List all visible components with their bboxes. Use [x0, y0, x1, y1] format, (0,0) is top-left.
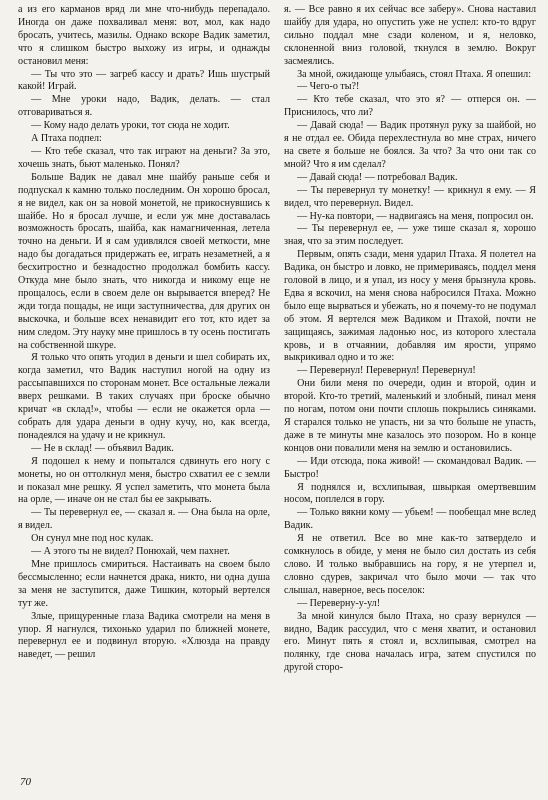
paragraph: — Ты что это — загреб кассу и драть? Ишь шустрый какой! Играй.: [18, 68, 270, 93]
paragraph: я. — Все равно я их сейчас все заберу». Снова наставил шайбу для удара, но опустить уже не успел: кто-то вдруг сильно поддал мне сзади коленом, и я, неловко, склоненной вниз головой, ткнулся в землю. Вокруг засмеялись.: [284, 4, 536, 67]
paragraph: — Ты перевернул ту монетку! — крикнул я ему. — Я видел, что перевернул. Видел.: [284, 184, 536, 209]
paragraph: Больше Вадик не давал мне шайбу раньше себя и подпускал к камню только последним. Он хорошо бросал, я не видел, как он за новой монетой, не прикоснувшись к шайбе. Но я бросал лучше, и если уж мне доставалась возможность бросать, шайба, как намагниченная, летела точно на деньги. И я сам удивлялся своей меткости, мне надо бы догадаться придержать ее, играть незаметней, а я бесхитростно и безнадостно продолжал бомбить кассу. Откуда мне было знать, что никогда и никому еще не прощалось, если в своем деле он вырывается вперед? Не жди тогда пощады, не ищи заступничества, для других он выскочка, и больше всех ненавидит его тот, кто идет за ним следом. Эту науку мне пришлось в ту осень постигать на собственной шкуре.: [18, 171, 270, 351]
paragraph: За мной кинулся было Птаха, но сразу вернулся — видно, Вадик рассудил, что с меня хватит, и остановил его. Минут пять я стоял и, всхлипывая, смотрел на полянку, где снова началась игра, затем спустился по другой сторо-: [284, 610, 536, 674]
paragraph: — Мне уроки надо, Вадик, делать. — стал отговариваться я.: [18, 94, 270, 119]
paragraph: — Давай сюда! — Вадик протянул руку за шайбой, но я не отдал ее. Обида перехлестнула во мне страх, ничего на свете я больше не боялся. За что? За что они так со мной? Что я им сделал?: [284, 120, 536, 170]
paragraph: Первым, опять сзади, меня ударил Птаха. Я полетел на Вадика, он быстро и ловко, не примериваясь, поддел меня головой в лицо, и я упал, из носу у меня брызнула кровь. Едва я вскочил, на меня снова набросился Птаха. Можно было еще вырваться и убежать, но я почему-то не подумал об этом. Я вертелся меж Вадиком и Птахой, почти не защищаясь, зажимая ладонью нос, из которого хлестала кровь, и в отчаянии, добавляя им ярости, упрямо выкрикивал одно и то же:: [284, 249, 536, 364]
paragraph: — Ты перевернул ее, — сказал я. — Она была на орле, я видел.: [18, 507, 270, 532]
paragraph: Я подошел к нему и попытался сдвинуть его ногу с монеты, но он оттолкнул меня, быстро схватил ее с земли и показал мне решку. Я успел заметить, что монета была на орле, — иначе он не стал бы ее закрывать.: [18, 455, 270, 506]
paragraph: — Только вякни кому — убьем! — пообещал мне вслед Вадик.: [284, 507, 536, 532]
paragraph: Они били меня по очереди, один и второй, один и второй. Кто-то третий, маленький и злобный, пинал меня по ногам, потом они почти сплошь покрылись синяками. Я старался только не упасть, ни за что больше не упасть, даже в те минуты мне казалось это позором. Но в конце концов они повалили меня на землю и остановились.: [284, 378, 536, 454]
right-column: [284, 4, 536, 776]
paragraph: — Ты перевернул ее, — уже тише сказал я, хорошо зная, что за этим последует.: [284, 223, 536, 248]
paragraph: Я поднялся и, всхлипывая, швыркая омертвевшим носом, поплелся в гору.: [284, 481, 536, 506]
paragraph: — Чего-о ты?!: [297, 81, 360, 93]
paragraph: — Кто тебе сказал, что это я? — отперся он. — Приснилось, что ли?: [284, 94, 536, 119]
paragraph: — Ну-ка повтори, — надвигаясь на меня, попросил он.: [297, 210, 534, 222]
paragraph: — Кто тебе сказал, что так играют на деньги? За это, хочешь знать, бьют маленько. Понял?: [18, 145, 270, 170]
paragraph: Я только что опять угодил в деньги и шел собирать их, когда заметил, что Вадик наступил ногой на одну из рассыпавшихся по сторонам монет. Все остальные лежали вверх решками. В таких случаях при броске обычно кричат «в склад!», чтобы — если не окажется орла — собрать для удара деньги в одну кучу, но, как всегда, понадеялся на удачу и не крикнул.: [18, 352, 270, 441]
paragraph: — А этого ты не видел? Понюхай, чем пахнет.: [31, 546, 230, 558]
paragraph: — Иди отсюда, пока живой! — скомандовал Вадик. — Быстро!: [284, 455, 536, 480]
paragraph: Злые, прищуренные глаза Вадика смотрели на меня в упор. Я нагнулся, тихонько ударил по ближней монете, перевернул ее и подвинул вторую. «Хлюзда на правду наведет, — решил: [18, 610, 270, 661]
paragraph: За мной, ожидающе улыбаясь, стоял Птаха. Я опешил:: [297, 68, 531, 80]
paragraph: — Перевернул! Перевернул! Перевернул!: [297, 365, 476, 377]
paragraph: — Не в склад! — объявил Вадик.: [31, 442, 174, 454]
paragraph: Он сунул мне под нос кулак.: [31, 533, 154, 545]
page-number: 70: [20, 776, 31, 788]
paragraph: А Птаха подпел:: [31, 133, 102, 145]
paragraph: — Переверну-у-ул!: [297, 597, 381, 609]
paragraph: Я не ответил. Все во мне как-то затвердело и сомкнулось в обиде, у меня не было сил достать из себя слово. И только выбравшись на гору, я не утерпел и, словно сдурев, закричал что было мочи — так что слышал, наверное, весь поселок:: [284, 533, 536, 596]
paragraph: — Кому надо делать уроки, тот сюда не ходит.: [31, 120, 230, 132]
paragraph: а из его карманов вряд ли мне что-нибудь перепадало. Иногда он даже похваливал меня: вот, мол, как надо бросать, учитесь, мазилы. Однако вскоре Вадик заметил, что я слишком быстро выхожу из игры, и однажды остановил меня:: [18, 4, 270, 67]
text-columns: [18, 4, 536, 776]
left-column: [18, 4, 270, 776]
paragraph: Мне пришлось смириться. Настаивать на своем было бессмысленно; если начнется драка, никто, ни одна душа за меня не заступится, даже Тишкин, который вертелся тут же.: [18, 558, 270, 609]
paragraph: — Давай сюда! — потребовал Вадик.: [297, 171, 458, 183]
